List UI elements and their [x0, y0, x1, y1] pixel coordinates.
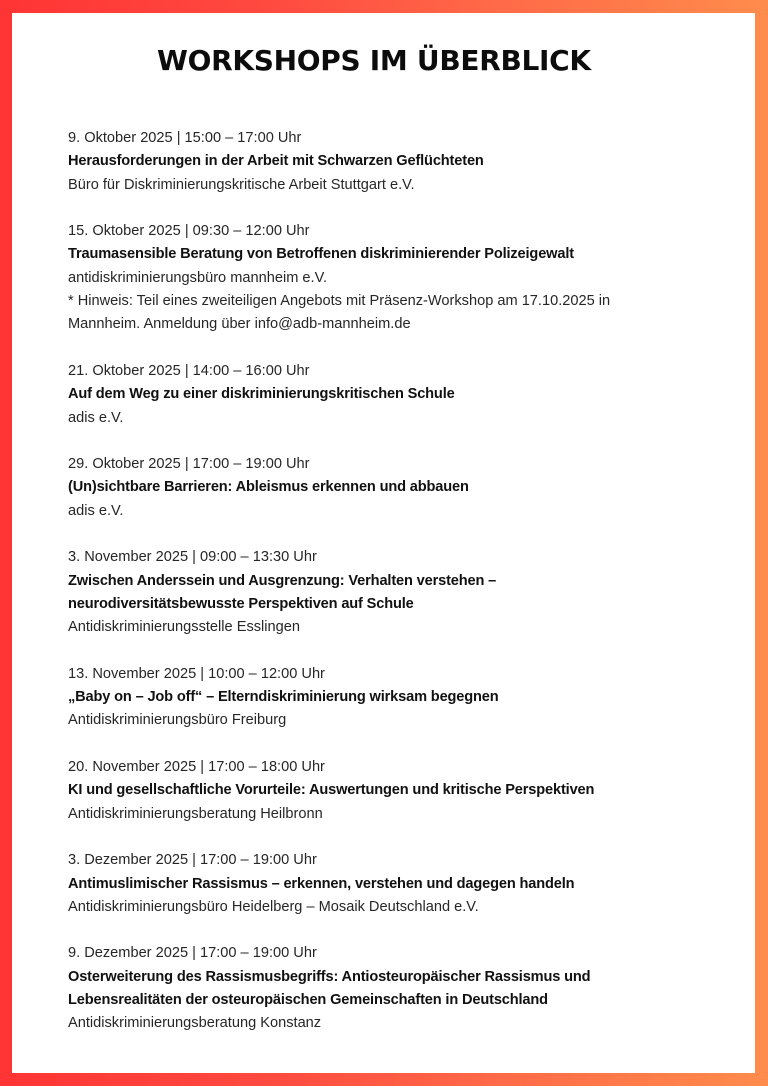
workshop-organizer: adis e.V.: [68, 502, 124, 519]
workshop-title: Herausforderungen in der Arbeit mit Schwarzen Geflüchteten: [68, 153, 484, 170]
workshop-date: 15. Oktober 2025 | 09:30 – 12:00 Uhr: [68, 223, 310, 240]
workshop-title-continued: neurodiversitätsbewusste Perspektiven auf Schule: [68, 595, 414, 612]
workshop-date: 21. Oktober 2025 | 14:00 – 16:00 Uhr: [68, 362, 310, 379]
workshop-date: 3. Dezember 2025 | 17:00 – 19:00 Uhr: [68, 852, 317, 869]
workshop-date: 29. Oktober 2025 | 17:00 – 19:00 Uhr: [68, 456, 310, 473]
workshop-entry: [68, 127, 728, 197]
workshop-list: [68, 127, 728, 1059]
document-page: [12, 13, 755, 1073]
workshop-date: 13. November 2025 | 10:00 – 12:00 Uhr: [68, 665, 325, 682]
workshop-organizer: antidiskriminierungsbüro mannheim e.V.: [68, 269, 328, 286]
workshop-title: Auf dem Weg zu einer diskriminierungskritischen Schule: [68, 386, 455, 403]
workshop-title: Zwischen Anderssein und Ausgrenzung: Verhalten verstehen –: [68, 572, 497, 589]
workshop-entry: [68, 663, 728, 733]
workshop-entry: [68, 360, 728, 430]
workshop-title: „Baby on – Job off“ – Elterndiskriminierung wirksam begegnen: [68, 689, 499, 706]
workshop-organizer: Antidiskriminierungsberatung Heilbronn: [68, 805, 323, 822]
workshop-organizer: Antidiskriminierungsberatung Konstanz: [68, 1015, 322, 1032]
workshop-organizer: Antidiskriminierungsbüro Freiburg: [68, 712, 287, 729]
workshop-organizer: Antidiskriminierungsbüro Heidelberg – Mosaik Deutschland e.V.: [68, 898, 479, 915]
workshop-title: Traumasensible Beratung von Betroffenen diskriminierender Polizeigewalt: [68, 246, 574, 263]
workshop-title: KI und gesellschaftliche Vorurteile: Auswertungen und kritische Perspektiven: [68, 782, 595, 799]
page-title: WORKSHOPS IM ÜBERBLICK: [157, 44, 591, 77]
workshop-entry: [68, 546, 728, 639]
workshop-organizer: Antidiskriminierungsstelle Esslingen: [68, 619, 300, 636]
workshop-title-continued: Lebensrealitäten der osteuropäischen Gemeinschaften in Deutschland: [68, 991, 548, 1008]
workshop-date: 9. Oktober 2025 | 15:00 – 17:00 Uhr: [68, 130, 302, 146]
workshop-entry: [68, 756, 728, 826]
workshop-entry: [68, 220, 728, 336]
workshop-title: (Un)sichtbare Barrieren: Ableismus erkennen und abbauen: [68, 479, 469, 496]
workshop-date: 20. November 2025 | 17:00 – 18:00 Uhr: [68, 759, 325, 776]
workshop-entry: [68, 849, 728, 919]
workshop-organizer: Büro für Diskriminierungskritische Arbeit Stuttgart e.V.: [68, 176, 415, 193]
workshop-date: 3. November 2025 | 09:00 – 13:30 Uhr: [68, 549, 317, 566]
workshop-organizer: adis e.V.: [68, 409, 124, 426]
workshop-entry: [68, 942, 728, 1035]
workshop-date: 9. Dezember 2025 | 17:00 – 19:00 Uhr: [68, 945, 317, 962]
workshop-note: Mannheim. Anmeldung über info@adb-mannheim.de: [68, 316, 411, 333]
workshop-title: Osterweiterung des Rassismusbegriffs: Antiosteuropäischer Rassismus und: [68, 968, 591, 985]
workshop-entry: [68, 453, 728, 523]
workshop-note: * Hinweis: Teil eines zweiteiligen Angebots mit Präsenz-Workshop am 17.10.2025 in: [68, 293, 611, 310]
workshop-title: Antimuslimischer Rassismus – erkennen, verstehen und dagegen handeln: [68, 875, 575, 892]
